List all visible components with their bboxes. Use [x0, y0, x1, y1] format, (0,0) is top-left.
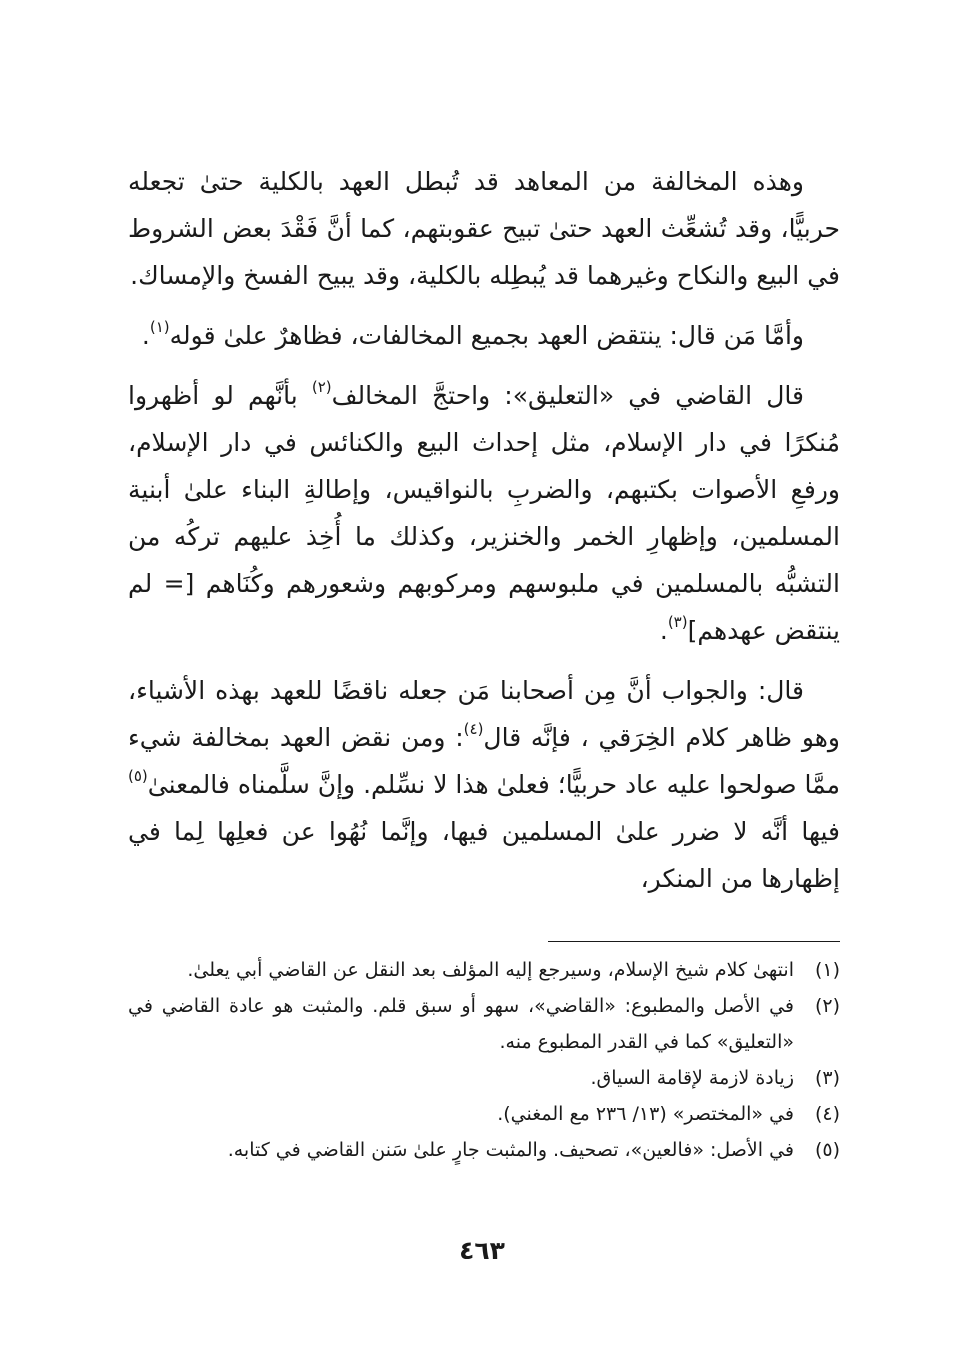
footnote-text: في الأصل: «فالعين»، تصحيف. والمثبت جارٍ علىٰ سَنن القاضي في كتابه.	[227, 1139, 794, 1161]
footnote-text: في «المختصر» (١٣/ ٢٣٦ مع المغني).	[497, 1103, 794, 1125]
paragraph-text: فيها أنَّه لا ضرر علىٰ المسلمين فيها، وإنَّما نُهُوا عن فعلِها لِما في إظهارها من المنكر،	[128, 817, 840, 893]
footnote-marker[interactable]: (٢)	[311, 377, 332, 396]
footnote-separator	[548, 941, 840, 942]
footnotes	[128, 952, 840, 1168]
footnote	[128, 952, 840, 988]
paragraph-text: قال القاضي في «التعليق»: واحتجَّ المخالف	[331, 381, 804, 410]
paragraph-text: بأنَّهم لو أظهروا مُنكرًا في دار الإسلام، مثل إحداث البيع والكنائس في دار الإسلام، ورفعِ الأصوات بكتبهم، والضربِ بالنواقيس، وإطالةِ البناء علىٰ أبنية المسلمين، وإظهارِ الخمر والخنزير، وكذلك ما أُخِذ عليهم تركُه من التشبُّه بالمسلمين في ملبوسهم ومركوبهم وشعورهم وكُنَاهم [= لم ينتقض عهدهم]	[128, 381, 840, 645]
footnote-marker[interactable]: (٤)	[463, 719, 484, 738]
paragraph-text: وأمَّا مَن قال: ينتقض العهد بجميع المخالفات، فظاهرٌ علىٰ قوله	[169, 321, 804, 350]
footnote-number: (١)	[814, 959, 840, 981]
paragraph-text: قال: والجواب أنَّ مِن أصحابنا مَن جعله ناقضًا للعهد بهذه الأشياء، وهو ظاهر كلام الخِرَقي ، فإنَّه قال	[128, 676, 841, 752]
paragraph	[128, 158, 840, 299]
paragraph-text: : ومن نقض العهد بمخالفة شيء ممَّا صولحوا عليه عاد حربيًّا؛ فعلىٰ هذا لا نسِّلم. وإنَّ سلَّمناه فالمعنىٰ	[128, 723, 840, 799]
page-number: ٤٦٣	[459, 1236, 505, 1265]
footnote-number: (٢)	[814, 995, 840, 1017]
footnote-number: (٤)	[814, 1103, 840, 1125]
footnote-text: زيادة لازمة لإقامة السياق.	[590, 1067, 794, 1089]
footnote-number: (٣)	[814, 1067, 840, 1089]
footnote-text: في الأصل والمطبوع: «القاضي»، سهو أو سبق قلم. والمثبت هو عادة القاضي في «التعليق» كما في القدر المطبوع منه.	[128, 995, 794, 1053]
paragraph	[128, 312, 840, 359]
footnote	[128, 988, 840, 1060]
paragraph	[128, 372, 840, 654]
footnote	[128, 1096, 840, 1132]
paragraph-text: .	[659, 616, 668, 645]
footnote-marker[interactable]: (١)	[149, 317, 170, 336]
footnote-text: انتهىٰ كلام شيخ الإسلام، وسيرجع إليه المؤلف بعد النقل عن القاضي أبي يعلىٰ.	[187, 959, 794, 981]
footnote-number: (٥)	[814, 1139, 840, 1161]
paragraph	[128, 667, 840, 902]
paragraph-text: وهذه المخالفة من المعاهد قد تُبطل العهد بالكلية حتىٰ تجعله حربيًّا، وقد تُشعِّث العهد حتىٰ تبيح عقوبتهم، كما أنَّ فَقْدَ بعض الشروط في البيع والنكاح وغيرهما قد يُبطِله بالكلية، وقد يبيح الفسخ والإمساك.	[128, 167, 840, 290]
paragraph-text: .	[141, 321, 150, 350]
footnote-marker[interactable]: (٣)	[667, 612, 688, 631]
footnote-marker[interactable]: (٥)	[128, 766, 148, 785]
footnote	[128, 1060, 840, 1096]
main-text	[128, 158, 840, 915]
footnote	[128, 1132, 840, 1168]
